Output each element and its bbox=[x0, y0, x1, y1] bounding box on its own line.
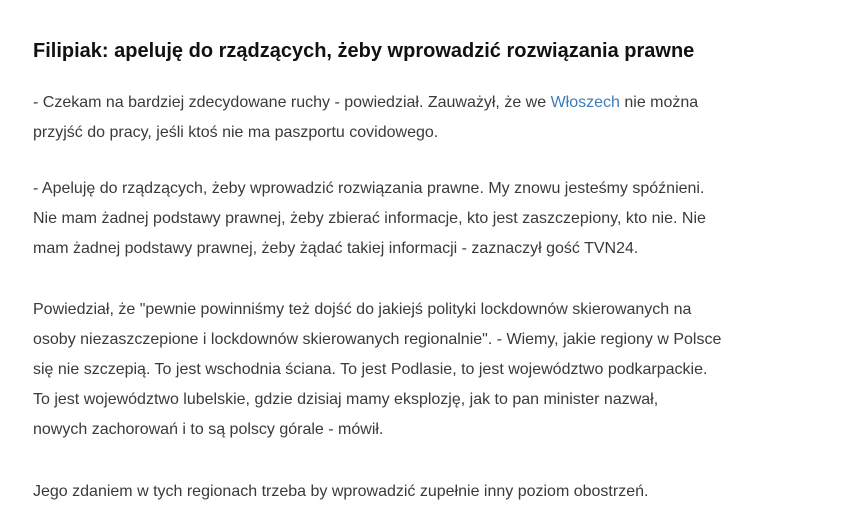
paragraph-3-line-4: To jest województwo lubelskie, gdzie dzisiaj mamy eksplozję, jak to pan minister nazwał, bbox=[33, 391, 659, 408]
paragraph-2-line-2: Nie mam żadnej podstawy prawnej, żeby zbierać informacje, kto jest zaszczepiony, kto nie. Nie bbox=[33, 210, 706, 227]
paragraph-1 bbox=[33, 88, 813, 148]
text-segment: - Czekam na bardziej zdecydowane ruchy - powiedział. Zauważył, że we bbox=[33, 94, 551, 111]
paragraph-3-line-1: Powiedział, że "pewnie powinniśmy też dojść do jakiejś polityki lockdownów skierowanych na bbox=[33, 301, 692, 318]
section-heading: Filipiak: apeluję do rządzących, żeby wprowadzić rozwiązania prawne bbox=[33, 40, 695, 62]
paragraph-4-line-1: Jego zdaniem w tych regionach trzeba by wprowadzić zupełnie inny poziom obostrzeń. bbox=[33, 483, 649, 500]
paragraph-2-line-1: - Apeluję do rządzących, żeby wprowadzić rozwiązania prawne. My znowu jesteśmy spóźnieni. bbox=[33, 180, 705, 197]
paragraph-2 bbox=[33, 174, 813, 264]
text-segment: nie można bbox=[619, 94, 699, 111]
link-wlochy[interactable]: Włoszech bbox=[550, 94, 620, 111]
paragraph-2-line-3: mam żadnej podstawy prawnej, żeby żądać takiej informacji - zaznaczył gość TVN24. bbox=[33, 240, 639, 257]
paragraph-3 bbox=[33, 295, 813, 445]
paragraph-4 bbox=[33, 477, 813, 507]
paragraph-3-line-2: osoby niezaszczepione i lockdownów skierowanych regionalnie". - Wiemy, jakie regiony w Polsce bbox=[33, 331, 722, 348]
paragraph-1-line-2: przyjść do pracy, jeśli ktoś nie ma paszportu covidowego. bbox=[33, 124, 439, 141]
paragraph-3-line-5: nowych zachorowań i to są polscy górale - mówił. bbox=[33, 421, 384, 438]
paragraph-1-line-1 bbox=[33, 88, 813, 118]
paragraph-3-line-3: się nie szczepią. To jest wschodnia ściana. To jest Podlasie, to jest województwo podkarpackie. bbox=[33, 361, 708, 378]
